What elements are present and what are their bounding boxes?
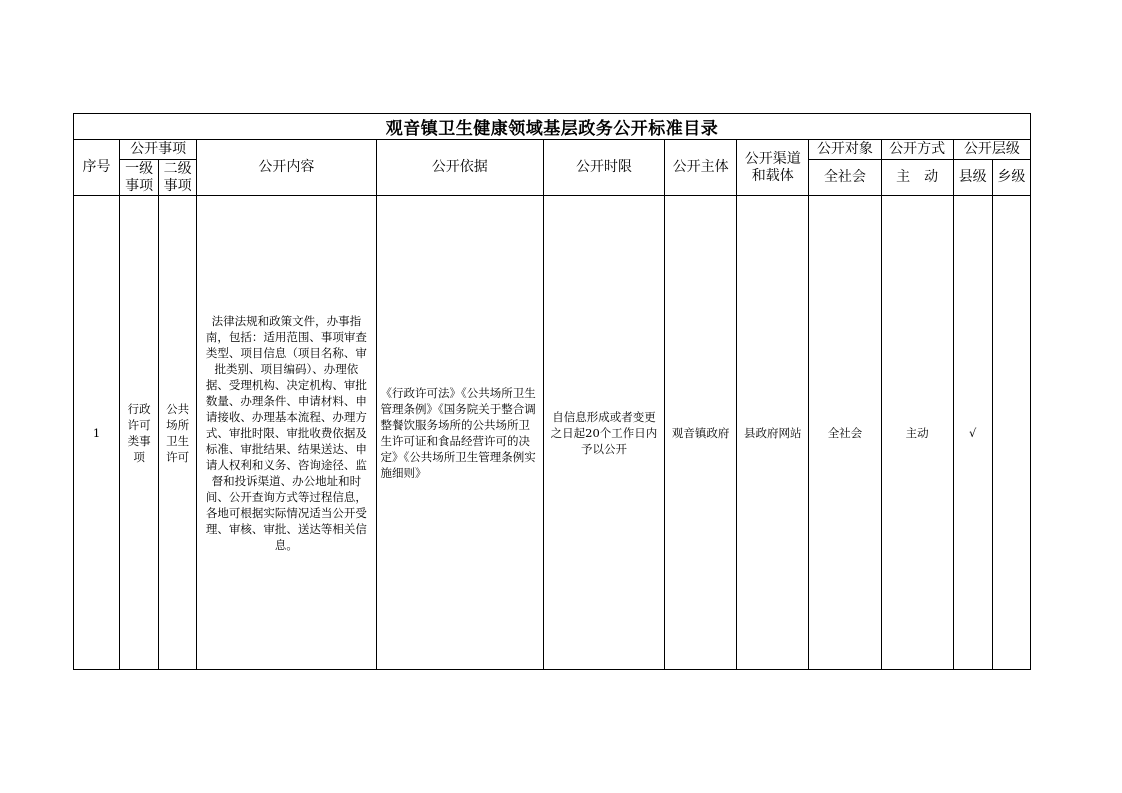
header-township: 乡级 xyxy=(992,160,1030,196)
cell-channel: 县政府网站 xyxy=(737,196,809,670)
header-level-group: 公开层级 xyxy=(953,140,1030,160)
cell-level1: 行政许可类事项 xyxy=(120,196,159,670)
content-text: 法律法规和政策文件，办事指南，包括：适用范围、事项审查类型、项目信息（项目名称、审批类别、项目编码）、办理依据、受理机构、决定机构、审批数量、办理条件、申请材料、申请接收、办理基本流程、办理方式、审批时限、审批收费依据及标准、审批结果、结果送达、申请人权利和义务、咨询途径、监督和投诉渠道、办公地址和时间、公开查询方式等过程信息，各地可根据实际情况适当公开受理、审核、审批、送达等相关信息。 xyxy=(205,313,367,552)
cell-method: 主动 xyxy=(881,196,953,670)
table-title: 观音镇卫生健康领域基层政务公开标准目录 xyxy=(74,114,1031,140)
header-item-group: 公开事项 xyxy=(120,140,197,160)
header-target-group: 公开对象 xyxy=(809,140,881,160)
header-basis: 公开依据 xyxy=(376,140,543,196)
cell-subject: 观音镇政府 xyxy=(665,196,737,670)
cell-time-limit: 自信息形成或者变更之日起20个工作日内予以公开 xyxy=(543,196,664,670)
cell-county: √ xyxy=(953,196,992,670)
header-subject: 公开主体 xyxy=(665,140,737,196)
cell-level2: 公共场所卫生许可 xyxy=(159,196,197,670)
header-time-limit: 公开时限 xyxy=(543,140,664,196)
header-level2: 二级事项 xyxy=(159,160,197,196)
header-row-top xyxy=(74,140,1031,160)
catalog-table xyxy=(73,113,1031,670)
header-channel: 公开渠道和载体 xyxy=(737,140,809,196)
cell-township xyxy=(992,196,1030,670)
header-target-value: 全社会 xyxy=(809,160,881,196)
title-row xyxy=(74,114,1031,140)
cell-basis: 《行政许可法》《公共场所卫生管理条例》《国务院关于整合调整餐饮服务场所的公共场所卫生许可证和食品经营许可的决定》《公共场所卫生管理条例实施细则》 xyxy=(376,196,543,670)
header-level1: 一级事项 xyxy=(120,160,159,196)
cell-seq: 1 xyxy=(74,196,120,670)
cell-content xyxy=(197,196,376,670)
header-method-group: 公开方式 xyxy=(881,140,953,160)
cell-target: 全社会 xyxy=(809,196,881,670)
header-seq: 序号 xyxy=(74,140,120,196)
header-method-value: 主 动 xyxy=(881,160,953,196)
table-row xyxy=(74,196,1031,670)
header-county: 县级 xyxy=(953,160,992,196)
header-content: 公开内容 xyxy=(197,140,376,196)
